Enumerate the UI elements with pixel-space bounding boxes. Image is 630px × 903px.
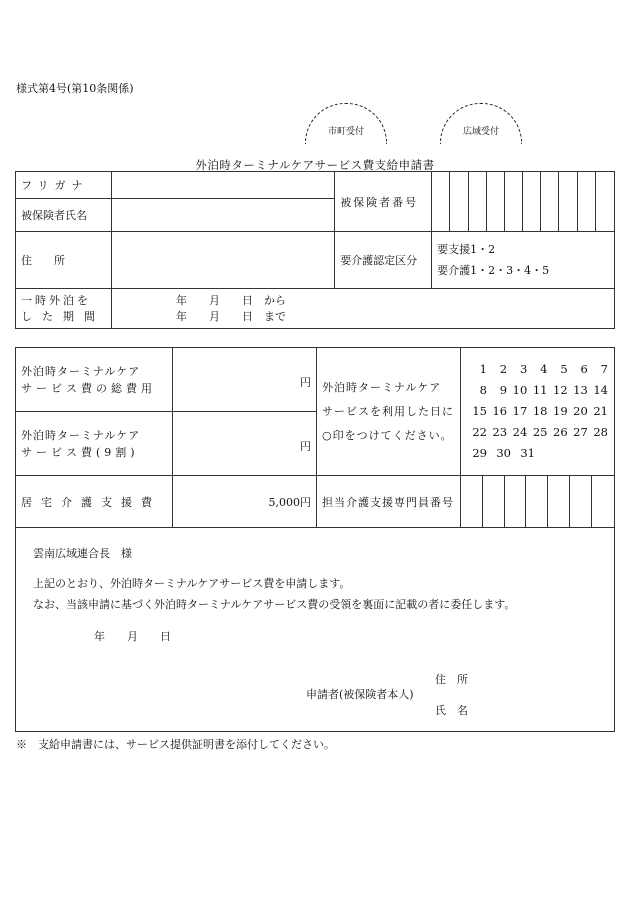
day-cell[interactable]: 19	[553, 404, 568, 418]
day-cell[interactable]: 1	[479, 362, 487, 376]
day-cell[interactable]: 25	[532, 425, 548, 439]
footnote: ※ 支給申請書には、サービス提供証明書を添付してください。	[16, 738, 335, 751]
day-cell[interactable]: 31	[520, 446, 535, 460]
service-cost-field[interactable]	[173, 412, 317, 476]
city-reception-stamp	[305, 103, 387, 144]
applicant-table	[15, 171, 615, 329]
day-cell[interactable]: 28	[593, 425, 608, 439]
care-manager-number-box[interactable]	[526, 476, 548, 528]
insured-name-field[interactable]	[111, 199, 334, 232]
insured-number-box[interactable]	[577, 172, 595, 232]
day-cell[interactable]: 2	[499, 362, 508, 376]
declaration-line-2: なお、当該申請に基づく外泊時ターミナルケアサービス費の受領を裏面に記載の者に委任します。	[33, 598, 516, 611]
day-cell[interactable]: 21	[593, 404, 608, 418]
day-cell[interactable]: 20	[573, 404, 588, 418]
period-from: 年 月 日 から	[175, 293, 286, 307]
total-cost-label: 外泊時ターミナルケア サービス費の総費用	[16, 348, 173, 412]
day-cell[interactable]: 26	[553, 425, 568, 439]
care-level-label: 要介護認定区分	[335, 232, 432, 289]
care-level-options[interactable]	[432, 232, 615, 289]
care-manager-number-box[interactable]	[548, 476, 570, 528]
insured-name-label: 被保険者氏名	[16, 199, 112, 232]
applicant-name-label: 氏 名	[435, 704, 468, 717]
furigana-field[interactable]	[111, 172, 334, 199]
care-level-care: 要介護1・2・3・4・5	[437, 264, 550, 277]
day-cell[interactable]: 23	[492, 425, 508, 439]
day-cell[interactable]: 11	[532, 383, 548, 397]
day-cell[interactable]: 10	[512, 383, 528, 397]
insured-number-box[interactable]	[432, 172, 450, 232]
day-cell[interactable]: 15	[472, 404, 487, 418]
applicant-label: 申請者(被保険者本人)	[306, 688, 414, 701]
applicant-address-label: 住 所	[435, 673, 468, 686]
care-level-support: 要支援1・2	[437, 243, 496, 256]
day-selector[interactable]	[460, 348, 614, 476]
period-label: 一時外泊を した期間	[16, 289, 112, 329]
day-cell[interactable]: 27	[573, 425, 588, 439]
period-field[interactable]	[111, 289, 614, 329]
day-cell[interactable]: 4	[540, 362, 548, 376]
insured-number-box[interactable]	[523, 172, 541, 232]
insured-number-box[interactable]	[486, 172, 504, 232]
days-instruction: 外泊時ターミナルケア サービスを利用した日に ○印をつけてください。	[317, 348, 461, 476]
care-manager-number-box[interactable]	[504, 476, 526, 528]
care-manager-number-box[interactable]	[482, 476, 504, 528]
care-manager-label: 担当介護支援専門員番号	[317, 476, 461, 528]
care-manager-number-box[interactable]	[460, 476, 482, 528]
day-cell[interactable]: 7	[600, 362, 608, 376]
day-cell[interactable]: 5	[560, 362, 568, 376]
day-cell[interactable]: 8	[479, 383, 487, 397]
insured-number-label: 被保険者番号	[335, 172, 432, 232]
regional-reception-stamp	[440, 103, 522, 144]
day-row	[467, 380, 608, 401]
total-cost-field[interactable]	[173, 348, 317, 412]
day-cell[interactable]: 30	[496, 446, 511, 460]
day-cell[interactable]: 16	[492, 404, 508, 418]
day-cell[interactable]: 9	[499, 383, 508, 397]
form-title: 外泊時ターミナルケアサービス費支給申請書	[195, 158, 435, 172]
day-row	[467, 422, 608, 443]
care-manager-number-box[interactable]	[591, 476, 614, 528]
day-row	[467, 443, 608, 464]
insured-number-box[interactable]	[468, 172, 486, 232]
day-cell[interactable]: 3	[519, 362, 528, 376]
yen-unit: 円	[300, 440, 311, 453]
day-cell[interactable]: 14	[593, 383, 608, 397]
city-stamp-label: 市町受付	[327, 127, 364, 137]
insured-number-box[interactable]	[595, 172, 614, 232]
declaration-line-1: 上記のとおり、外泊時ターミナルケアサービス費を申請します。	[33, 577, 351, 590]
home-support-value: 5,000円	[173, 476, 317, 528]
day-cell[interactable]: 24	[512, 425, 528, 439]
yen-unit: 円	[300, 376, 311, 389]
day-cell[interactable]: 12	[553, 383, 568, 397]
day-row	[467, 359, 608, 380]
regional-stamp-label: 広域受付	[462, 127, 499, 137]
addressee: 雲南広域連合長 様	[33, 547, 132, 560]
day-cell[interactable]: 6	[580, 362, 588, 376]
day-row	[467, 401, 608, 422]
day-cell[interactable]: 17	[512, 404, 528, 418]
care-manager-number-box[interactable]	[570, 476, 592, 528]
insured-number-box[interactable]	[559, 172, 577, 232]
furigana-label: フリガナ	[16, 172, 112, 199]
day-cell[interactable]: 29	[472, 446, 487, 460]
insured-number-box[interactable]	[450, 172, 468, 232]
form-number: 様式第4号(第10条関係)	[16, 82, 134, 95]
address-field[interactable]	[111, 232, 334, 289]
application-date[interactable]: 年 月 日	[94, 630, 171, 643]
day-cell[interactable]: 18	[532, 404, 548, 418]
day-cell[interactable]: 22	[472, 425, 487, 439]
period-to: 年 月 日 まで	[175, 309, 286, 323]
insured-number-box[interactable]	[504, 172, 522, 232]
day-cell[interactable]: 13	[573, 383, 588, 397]
service-table	[15, 347, 615, 528]
service-cost-label: 外泊時ターミナルケア サービス費(9割)	[16, 412, 173, 476]
insured-number-box[interactable]	[541, 172, 559, 232]
declaration-box	[15, 527, 615, 732]
address-label: 住 所	[16, 232, 112, 289]
home-support-label: 居宅介護支援費	[16, 476, 173, 528]
